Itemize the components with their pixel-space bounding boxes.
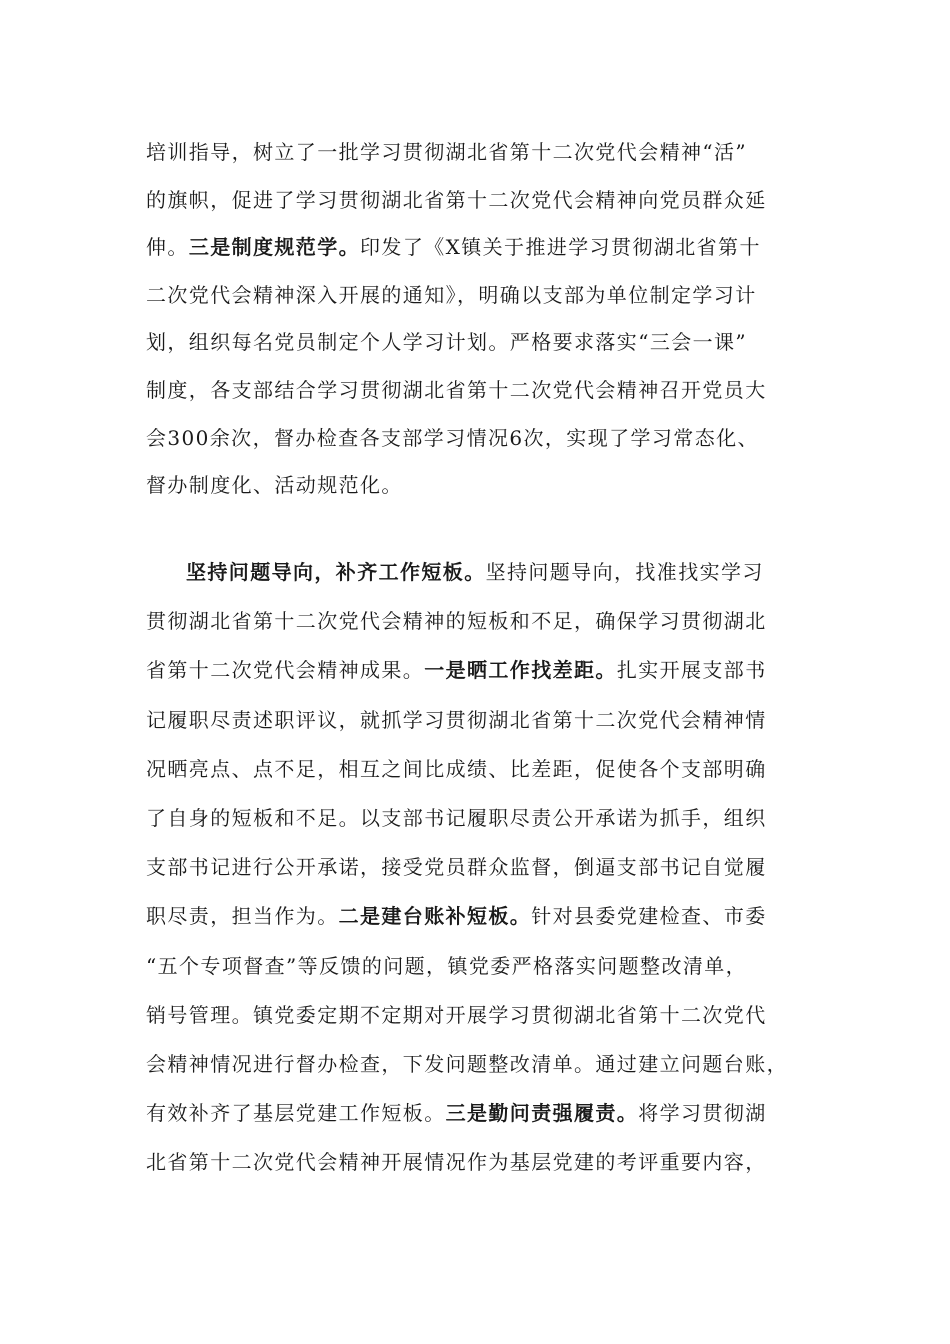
text-line [146,1052,788,1076]
bold-heading-run: 三是制度规范学。 [188,235,361,260]
text-run: 销号管理。镇党委定期不定期对开展学习贯彻湖北省第十二次党代 [146,1002,767,1027]
text-run: 支部书记进行公开承诺，接受党员群众监督，倒逼支部书记自觉履 [146,855,767,880]
text-run: 职尽责，担当作为。 [146,904,339,929]
text-run: 记履职尽责述职评议，就抓学习贯彻湖北省第十二次党代会精神情 [146,707,767,732]
text-line [146,378,767,402]
text-run: 制度，各支部结合学习贯彻湖北省第十二次党代会精神召开党员大 [146,378,767,402]
text-run: 扎实开展支部书 [616,658,767,683]
text-run: 将学习贯彻湖 [638,1101,767,1126]
text-run: 坚持问题导向，找准找实学习 [485,560,764,584]
text-line [146,658,767,682]
text-run: 伸。 [146,235,189,260]
text-line [146,235,761,259]
text-run: 会300余次，督办检查各支部学习情况6次，实现了学习常态化、 [146,425,759,450]
text-line [146,188,767,212]
text-run: “五个专项督查”等反馈的问题，镇党委严格落实问题整改清单， [146,953,748,978]
text-run: 印发了《X镇关于推进学习贯彻湖北省第十 [360,235,761,260]
bold-heading-run: 二是建台账补短板。 [338,904,532,929]
text-line [186,560,764,584]
text-run: 有效补齐了基层党建工作短板。 [146,1101,446,1126]
text-line [146,609,767,633]
text-line [146,904,767,928]
text-run: 的旗帜，促进了学习贯彻湖北省第十二次党代会精神向党员群众延 [146,187,767,212]
text-line [146,954,747,978]
text-line [146,855,767,879]
bold-heading-run: 坚持问题导向，补齐工作短板。 [186,560,486,584]
text-line [146,140,747,164]
text-line [146,1101,767,1125]
text-line [146,1003,767,1027]
text-run: 划，组织每名党员制定个人学习计划。严格要求落实“三会一课” [146,330,748,355]
text-line [146,806,767,830]
text-run: 况晒亮点、点不足，相互之间比成绩、比差距，促使各个支部明确 [146,756,767,781]
text-line [146,426,759,450]
text-line [146,283,757,307]
text-run: 二次党代会精神深入开展的通知》，明确以支部为单位制定学习计 [146,282,757,307]
text-run: 针对县委党建检查、市委 [531,904,767,929]
text-line [146,330,747,354]
text-run: 督办制度化、活动规范化。 [146,473,403,498]
text-run: 了自身的短板和不足。以支部书记履职尽责公开承诺为抓手，组织 [146,806,767,830]
text-run: 北省第十二次党代会精神开展情况作为基层党建的考评重要内容， [146,1150,767,1175]
text-run: 贯彻湖北省第十二次党代会精神的短板和不足，确保学习贯彻湖北 [146,609,767,634]
text-run: 会精神情况进行督办检查，下发问题整改清单。通过建立问题台账， [146,1052,788,1076]
text-run: 培训指导，树立了一批学习贯彻湖北省第十二次党代会精神“活” [146,140,748,164]
text-line [146,757,767,781]
text-run: 省第十二次党代会精神成果。 [146,658,425,683]
text-line [146,1150,767,1174]
bold-heading-run: 三是勤问责强履责。 [445,1101,639,1126]
bold-heading-run: 一是晒工作找差距。 [424,658,617,683]
text-line [146,708,767,732]
text-line [146,473,403,497]
